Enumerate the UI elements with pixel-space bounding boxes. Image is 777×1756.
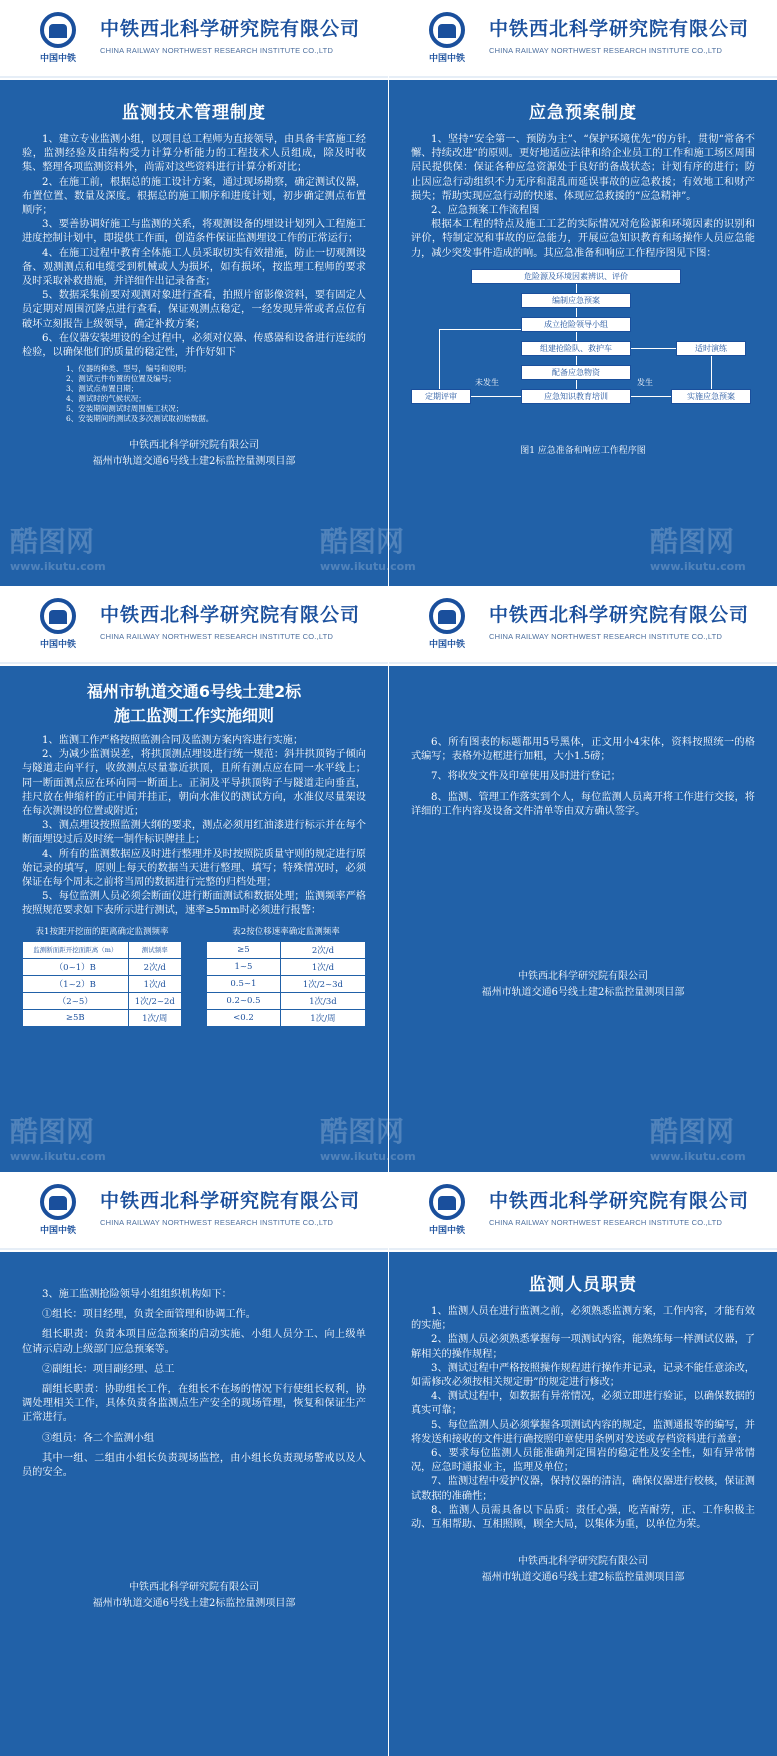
table-cell: （0~1）B bbox=[23, 958, 129, 975]
table-cell: （2~5） bbox=[23, 992, 129, 1009]
footer-line: 福州市轨道交通6号线土建2标监控量测项目部 bbox=[481, 987, 685, 999]
paragraph: ②副组长：项目副经理、总工 bbox=[42, 1363, 175, 1375]
frequency-tables bbox=[22, 925, 366, 1027]
paragraph: 2、在施工前，根据总的施工设计方案，通过现场勘察，确定测试仪器，布置位置、数量及深度。根据总的施工顺序和进度计划，初步确定测点布置顺序； bbox=[22, 176, 366, 217]
paragraph: 2、监测人员必须熟悉掌握每一项测试内容，能熟练每一样测试仪器，了解相关的操作规程； bbox=[411, 1334, 755, 1360]
paragraph: ③组员：各二个监测小组 bbox=[42, 1432, 155, 1444]
title-line: 施工监测工作实施细则 bbox=[113, 706, 274, 725]
company-name bbox=[489, 600, 749, 641]
logo-icon bbox=[429, 12, 465, 48]
paragraph: 3、测点埋设按照监测大纲的要求，测点必须用红油漆进行标示并在每个断面埋设过后及时统一制作标识牌挂上； bbox=[22, 820, 366, 846]
sub-item: 5、安装期间测试时周围施工状况； bbox=[66, 404, 184, 414]
board-emergency-organization bbox=[0, 1172, 388, 1756]
watermark-url: www.ikutu.com bbox=[10, 560, 106, 573]
flow-connector bbox=[711, 356, 712, 389]
board-header bbox=[0, 586, 388, 664]
watermark-url: www.ikutu.com bbox=[320, 560, 416, 573]
logo-icon bbox=[40, 1184, 76, 1220]
company-logo bbox=[425, 12, 469, 66]
company-name-cn: 中铁西北科学研究院有限公司 bbox=[100, 18, 361, 40]
sub-item: 6、安装期间的测试及多次测试取初始数据。 bbox=[66, 414, 214, 424]
footer-line: 中铁西北科学研究院有限公司 bbox=[518, 971, 648, 983]
table-row bbox=[23, 958, 182, 975]
paragraph: 4、所有的监测数据应及时进行整理并及时按照院质量守则的规定进行原始记录的填写，原则上每天的数据当天进行整理、填写；特殊情况时，必须保证在每个周末之前将当周的数据进行完整的归档处理； bbox=[22, 848, 366, 889]
company-name-en: CHINA RAILWAY NORTHWEST RESEARCH INSTITUTE CO.,LTD bbox=[489, 46, 723, 55]
table-row bbox=[207, 958, 366, 975]
watermark-brand: 酷图网 bbox=[650, 525, 735, 558]
company-name-cn: 中铁西北科学研究院有限公司 bbox=[100, 604, 361, 626]
footer-line: 中铁西北科学研究院有限公司 bbox=[129, 440, 259, 452]
logo-icon bbox=[40, 598, 76, 634]
company-name-cn: 中铁西北科学研究院有限公司 bbox=[489, 18, 750, 40]
paragraph: 6、要求每位监测人员能准确判定围岩的稳定性及安全性，如有异常情况，应急时通报业主，监理及单位； bbox=[411, 1448, 755, 1474]
watermark-url: www.ikutu.com bbox=[320, 1150, 416, 1163]
board-header bbox=[0, 1172, 388, 1250]
table-cell: <0.2 bbox=[207, 1009, 281, 1026]
paragraph: 副组长职责：协助组长工作，在组长不在场的情况下行使组长权利，协调处理相关工作，具体负责各监测点生产安全的现场管理，恢复和保证生产正常进行。 bbox=[22, 1384, 366, 1424]
board-body bbox=[389, 1252, 777, 1756]
table-row bbox=[23, 975, 182, 992]
table-header-row bbox=[23, 941, 182, 958]
paragraph: 4、在施工过程中教育全体施工人员采取切实有效措施，防止一切观测设备、观测测点和电缆受到机械或人为损坏，如有损坏，按监理工程师的要求及时采取补救措施，并详细作出记录备查； bbox=[22, 247, 366, 288]
flow-step: 成立抢险领导小组 bbox=[521, 317, 631, 332]
company-name-cn: 中铁西北科学研究院有限公司 bbox=[489, 1190, 750, 1212]
flowchart-caption: 图1 应急准备和响应工作程序图 bbox=[520, 445, 646, 456]
watermark-url: www.ikutu.com bbox=[10, 1150, 106, 1163]
paragraph: 3、施工监测抢险领导小组组织机构如下： bbox=[42, 1289, 232, 1300]
paragraph: 7、监测过程中爱护仪器，保持仪器的清洁，确保仪器进行校核，保证测试数据的准确性； bbox=[411, 1476, 755, 1502]
paragraph: ①组长：项目经理，负责全面管理和协调工作。 bbox=[42, 1309, 256, 1321]
flow-connector bbox=[439, 329, 440, 397]
sub-item: 3、测试点布置日期； bbox=[66, 384, 139, 394]
watermark-brand: 酷图网 bbox=[10, 1115, 95, 1148]
company-name-en: CHINA RAILWAY NORTHWEST RESEARCH INSTITUTE CO.,LTD bbox=[100, 632, 334, 641]
paragraph: 1、建立专业监测小组，以项目总工程师为直接领导，由具备丰富施工经验，监测经验及由结构受力计算分析能力的工程技术人员组成，除及时收集、整理各项监测资料外，尚需对这些资料进行计算分析对比； bbox=[22, 134, 366, 174]
company-logo bbox=[425, 1184, 469, 1238]
title-line: 福州市轨道交通6号线土建2标 bbox=[86, 682, 302, 701]
paragraph: 8、监测、管理工作落实到个人，每位监测人员离开将工作进行交接，将详细的工作内容及设备文件清单等由双方确认签字。 bbox=[411, 791, 755, 817]
table-cell: 0.2~0.5 bbox=[207, 992, 281, 1009]
flow-step: 配备应急物资 bbox=[521, 365, 631, 380]
logo-text: 中国中铁 bbox=[39, 640, 76, 650]
table-cell: 1次/周 bbox=[128, 1009, 181, 1026]
table-cell: 2次/d bbox=[280, 941, 365, 958]
paragraph: 2、应急预案工作流程图 bbox=[431, 205, 540, 217]
logo-text: 中国中铁 bbox=[428, 1226, 465, 1236]
company-name bbox=[489, 14, 749, 55]
flow-connector bbox=[439, 329, 521, 330]
watermark-url: www.ikutu.com bbox=[650, 560, 746, 573]
table-cell: 1次/2~3d bbox=[280, 975, 365, 992]
flow-label: 发生 bbox=[637, 377, 653, 387]
flow-connector bbox=[631, 396, 671, 397]
table-row bbox=[23, 1009, 182, 1026]
board-title: 监测人员职责 bbox=[529, 1275, 637, 1295]
board-footer bbox=[411, 969, 755, 1001]
board-implementation-rules bbox=[0, 586, 388, 1172]
paragraph: 6、在仪器安装埋设的全过程中，必须对仪器、传感器和设备进行连续的检验，以确保他们的质量的稳定性，并作好如下 bbox=[22, 332, 366, 359]
paragraph: 6、所有图表的标题都用5号黑体，正文用小4宋体，资料按照统一的格式编写；表格外边框进行加粗，大小1.5磅； bbox=[411, 737, 755, 763]
table-header-cell: 测试频率 bbox=[128, 941, 181, 958]
paragraph: 3、测试过程中严格按照操作规程进行操作并记录，记录不能任意涂改，如需修改必须按相关规定册”的规定进行修改； bbox=[411, 1362, 755, 1389]
board-body bbox=[389, 80, 777, 586]
paragraph: 其中一组、二组由小组长负责现场监控，由小组长负责现场警戒以及人员的安全。 bbox=[22, 1452, 366, 1479]
paragraph: 1、监测工作严格按照监测合同及监测方案内容进行实施； bbox=[42, 735, 304, 746]
footer-line: 福州市轨道交通6号线土建2标监控量测项目部 bbox=[92, 1598, 296, 1610]
watermark-brand: 酷图网 bbox=[320, 525, 405, 558]
company-name bbox=[100, 1186, 360, 1227]
flow-step: 编制应急预案 bbox=[521, 293, 631, 308]
table-header-cell: 监测断面距开挖面距离（m） bbox=[23, 941, 129, 958]
logo-text: 中国中铁 bbox=[39, 54, 76, 64]
company-name-en: CHINA RAILWAY NORTHWEST RESEARCH INSTITUTE CO.,LTD bbox=[489, 632, 723, 641]
board-emergency-plan bbox=[389, 0, 777, 586]
paragraph: 1、监测人员在进行监测之前，必须熟悉监测方案，工作内容，才能有效的实施； bbox=[411, 1306, 755, 1332]
sub-item: 4、测试时的气候状况； bbox=[66, 394, 146, 404]
table-cell: 2次/d bbox=[128, 958, 181, 975]
table-row bbox=[207, 992, 366, 1009]
table-cell: 1次/2~2d bbox=[128, 992, 181, 1009]
table-cell: 1~5 bbox=[207, 958, 281, 975]
table-row bbox=[207, 975, 366, 992]
board-body bbox=[0, 666, 388, 1172]
flow-connector bbox=[576, 356, 577, 365]
sub-item: 1、仪器的种类、型号，编号和说明； bbox=[66, 364, 191, 374]
flow-connector bbox=[576, 380, 577, 389]
flow-connector bbox=[631, 348, 676, 349]
flow-step: 危险源及环境因素辨识、评价 bbox=[471, 269, 681, 284]
table-cell: ≥5B bbox=[23, 1009, 129, 1026]
table-row bbox=[207, 1009, 366, 1026]
flow-step: 实施应急预案 bbox=[671, 389, 751, 404]
table-row bbox=[207, 941, 366, 958]
company-name bbox=[100, 14, 360, 55]
watermark-brand: 酷图网 bbox=[10, 525, 95, 558]
company-logo bbox=[36, 12, 80, 66]
flow-step: 组建抢险队、救护车 bbox=[521, 341, 631, 356]
flow-step: 适时演练 bbox=[676, 341, 746, 356]
watermark-url: www.ikutu.com bbox=[650, 1150, 746, 1163]
paragraph: 组长职责：负责本项目应急预案的启动实施、小组人员分工、向上级单位请示启动上级部门应急预案等。 bbox=[22, 1329, 366, 1355]
watermark-brand: 酷图网 bbox=[650, 1115, 735, 1148]
table-cell: 1次/3d bbox=[280, 992, 365, 1009]
flow-label: 未发生 bbox=[475, 377, 499, 387]
table-cell: 1次/周 bbox=[280, 1009, 365, 1026]
table-row bbox=[23, 992, 182, 1009]
company-logo bbox=[425, 598, 469, 652]
table-cell: 1次/d bbox=[128, 975, 181, 992]
table-cell: （1~2）B bbox=[23, 975, 129, 992]
footer-line: 福州市轨道交通6号线土建2标监控量测项目部 bbox=[481, 1572, 685, 1584]
company-name-en: CHINA RAILWAY NORTHWEST RESEARCH INSTITUTE CO.,LTD bbox=[489, 1218, 723, 1227]
paragraph: 根据本工程的特点及施工工艺的实际情况对危险源和环境因素的识别和评价，特制定况和事故的应急能力，开展应急知识教育和场操作人员应急能力，减少突发事件造成的响。其应急准备和响应工作程序图见下图： bbox=[411, 219, 755, 259]
table-rate-frequency bbox=[206, 925, 366, 1027]
board-title: 监测技术管理制度 bbox=[122, 103, 266, 123]
logo-icon bbox=[40, 12, 76, 48]
footer-line: 中铁西北科学研究院有限公司 bbox=[129, 1582, 259, 1594]
board-body bbox=[389, 666, 777, 1172]
board-title: 应急预案制度 bbox=[529, 103, 637, 123]
paragraph: 5、每位监测人员必须会断面仪进行断面测试和数据处理；监测频率严格按照规范要求如下表所示进行测试，速率≥5mm时必须进行报警： bbox=[22, 891, 366, 917]
company-name-en: CHINA RAILWAY NORTHWEST RESEARCH INSTITUTE CO.,LTD bbox=[100, 1218, 334, 1227]
logo-text: 中国中铁 bbox=[39, 1226, 76, 1236]
table-distance-frequency bbox=[22, 925, 182, 1027]
footer-line: 中铁西北科学研究院有限公司 bbox=[518, 1556, 648, 1568]
table-cell: 1次/d bbox=[280, 958, 365, 975]
logo-text: 中国中铁 bbox=[428, 640, 465, 650]
paragraph: 2、为减少监测误差，将拱顶测点埋设进行统一规范：斜井拱顶钩子倾向与隧道走向平行，收敛测点尽量靠近拱顶，且所有测点应在同一水平线上；同一断面测点应在环向同一断面上。正洞及平导拱顶钩子与隧道走向垂直，挂尺放在伸缩杆的正中间并挂正，朝向水准仪的测试方向，水准仪尽量架设在每次测设的位置或附近； bbox=[22, 749, 366, 818]
board-monitoring-staff-duties bbox=[389, 1172, 777, 1756]
company-name-cn: 中铁西北科学研究院有限公司 bbox=[489, 604, 750, 626]
company-logo bbox=[36, 1184, 80, 1238]
sub-item-list bbox=[66, 364, 366, 424]
board-header bbox=[389, 586, 777, 664]
company-name bbox=[489, 1186, 749, 1227]
paragraph: 3、要善协调好施工与监测的关系，将观测设备的埋设计划列入工程施工进度控制计划中，即提供工作面，创造条件保证监测埋设工作的正常运行； bbox=[22, 219, 366, 245]
flow-step: 应急知识教育培训 bbox=[521, 389, 631, 404]
company-logo bbox=[36, 598, 80, 652]
watermark-brand: 酷图网 bbox=[320, 1115, 405, 1148]
flow-step: 定期评审 bbox=[411, 389, 471, 404]
board-implementation-rules-continued bbox=[389, 586, 777, 1172]
flow-connector bbox=[576, 308, 577, 317]
board-body bbox=[0, 1252, 388, 1756]
paragraph: 7、将收发文件及印章使用及时进行登记； bbox=[431, 771, 621, 783]
table-caption: 表2按位移速率确定监测频率 bbox=[232, 926, 340, 937]
logo-icon bbox=[429, 1184, 465, 1220]
board-header bbox=[389, 1172, 777, 1250]
paragraph: 1、坚持“安全第一、预防为主”、“保护环境优先”的方针，贯彻“常备不懈、持续改进”的原则。更好地适应法律和给企业员工的工作和施工场区周围居民提供保：保证各种应急资源处于良好的备战状态；计划有序的进行；防止因应急行动组织不力无序和混乱而延误事故的应急救援；有效地工和财产损失；帮助实现应急行动的快速、体现应急救援的“应急精神”。 bbox=[411, 134, 755, 202]
flow-connector bbox=[576, 332, 577, 341]
sub-item: 2、测试元件布置的位置及编号； bbox=[66, 374, 176, 384]
company-name-cn: 中铁西北科学研究院有限公司 bbox=[100, 1190, 361, 1212]
company-name bbox=[100, 600, 360, 641]
board-header bbox=[389, 0, 777, 78]
board-footer bbox=[22, 1580, 366, 1612]
paragraph: 4、测试过程中，如数据有异常情况，必须立即进行验证，以确保数据的真实可靠； bbox=[411, 1391, 755, 1417]
emergency-flowchart bbox=[411, 269, 755, 439]
table-caption: 表1按距开挖面的距离确定监测频率 bbox=[35, 926, 169, 937]
company-name-en: CHINA RAILWAY NORTHWEST RESEARCH INSTITUTE CO.,LTD bbox=[100, 46, 334, 55]
board-title bbox=[22, 680, 366, 728]
paragraph: 5、数据采集前要对观测对象进行查看，拍照片留影像资料，要有固定人员定期对周围沉降点进行查看，保证观测点稳定，一经发现异常或者点位有破坏立刻报告上级领导，确定补救方案； bbox=[22, 290, 366, 330]
flow-connector bbox=[576, 284, 577, 293]
board-body bbox=[0, 80, 388, 586]
paragraph: 5、每位监测人员必须掌握各项测试内容的规定，监测通报等的编写，并将发送和接收的文件进行确按照印章使用条例对发送或存档资料进行盖章； bbox=[411, 1419, 755, 1445]
board-header bbox=[0, 0, 388, 78]
logo-icon bbox=[429, 598, 465, 634]
table-cell: ≥5 bbox=[207, 941, 281, 958]
paragraph: 8、监测人员需具备以下品质：责任心强，吃苦耐劳，正、工作积极主动、互相帮助、互相照顾，顾全大局，以集体为重，以单位为荣。 bbox=[411, 1504, 755, 1531]
footer-line: 福州市轨道交通6号线土建2标监控量测项目部 bbox=[92, 456, 296, 468]
flow-connector bbox=[471, 396, 521, 397]
board-footer bbox=[22, 438, 366, 470]
board-monitoring-tech-management bbox=[0, 0, 388, 586]
table-cell: 0.5~1 bbox=[207, 975, 281, 992]
board-footer bbox=[411, 1554, 755, 1586]
logo-text: 中国中铁 bbox=[428, 54, 465, 64]
